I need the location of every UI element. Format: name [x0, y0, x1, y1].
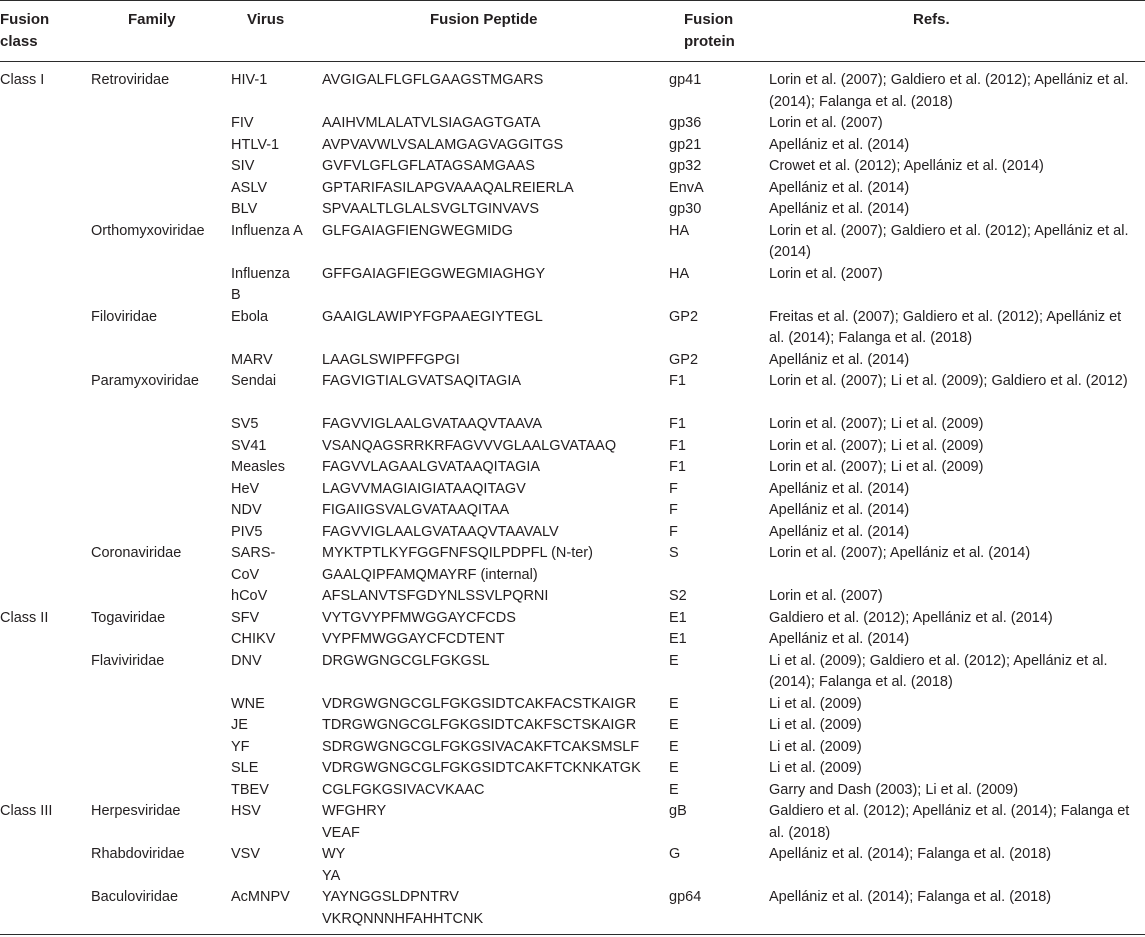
cell-fusion-peptide: FAGVVIGLAALGVATAAQVTAAVA: [322, 416, 542, 432]
cell-refs: Apellániz et al. (2014): [769, 480, 910, 497]
cell-family: Rhabdoviridae: [91, 846, 185, 862]
cell-fusion-protein: F: [669, 502, 678, 518]
cell-fusion-protein: E: [669, 652, 679, 669]
cell-virus: FIV: [231, 115, 254, 131]
cell-refs: Lorin et al. (2007): [769, 115, 883, 131]
cell-fusion-peptide: FAGVVLAGAALGVATAAQITAGIA: [322, 459, 541, 475]
cell-refs: Crowet et al. (2012); Apellániz et al. (2014): [769, 158, 1044, 174]
cell-virus: YF: [231, 738, 250, 755]
cell-fusion-protein: S: [669, 545, 679, 561]
cell-fusion-peptide: SDRGWGNGCGLFGKGSIVACAKFTCAKSMSLF: [322, 738, 640, 755]
cell-fusion-protein: F: [669, 523, 678, 540]
cell-refs: Apellániz et al. (2014); Falanga et al. (2018): [769, 889, 1052, 905]
cell-fusion-peptide: GAAIGLAWIPYFGPAAEGIYTEGL: [322, 308, 543, 325]
cell-virus: WNE: [231, 695, 265, 712]
cell-virus: hCoV: [231, 588, 268, 604]
cell-fusion-peptide: VYTGVYPFMWGGAYCFCDS: [322, 609, 516, 626]
cell-fusion-class: Class I: [0, 72, 45, 88]
cell-fusion-protein: E1: [669, 631, 687, 647]
cell-refs: Li et al. (2009); Galdiero et al. (2012); Apellániz et al. (2014); Falanga et al. (2018): [769, 652, 1108, 690]
header-fusion-peptide: Fusion Peptide: [430, 11, 538, 28]
header-fusion-class: Fusion class: [0, 11, 50, 50]
cell-virus: SV5: [231, 416, 259, 432]
cell-virus: TBEV: [231, 781, 269, 798]
cell-fusion-protein: S2: [669, 588, 687, 604]
cell-fusion-peptide: AFSLANVTSFGDYNLSSVLPQRNI: [322, 588, 549, 604]
cell-virus: ASLV: [231, 179, 268, 196]
cell-fusion-protein: F1: [669, 416, 686, 432]
cell-refs: Li et al. (2009): [769, 717, 862, 733]
cell-virus: CHIKV: [231, 631, 276, 647]
cell-virus: NDV: [231, 502, 262, 518]
cell-fusion-protein: HA: [669, 265, 690, 282]
cell-fusion-peptide: WFGHRY VEAF: [322, 803, 387, 841]
cell-refs: Lorin et al. (2007); Galdiero et al. (2012); Apellániz et al. (2014); Falanga et al. (2018): [769, 72, 1129, 110]
cell-fusion-protein: E: [669, 781, 679, 798]
cell-family: Flaviviridae: [91, 652, 165, 669]
cell-refs: Galdiero et al. (2012); Apellániz et al. (2014): [769, 609, 1053, 626]
cell-virus: HSV: [231, 803, 261, 819]
cell-virus: SFV: [231, 609, 260, 626]
cell-refs: Lorin et al. (2007); Li et al. (2009): [769, 437, 984, 454]
cell-fusion-protein: E: [669, 738, 679, 755]
cell-family: Paramyxoviridae: [91, 373, 199, 389]
cell-fusion-peptide: LAAGLSWIPFFGPGI: [322, 351, 460, 368]
header-refs: Refs.: [913, 11, 950, 28]
cell-family: Retroviridae: [91, 72, 170, 88]
cell-family: Filoviridae: [91, 308, 158, 325]
cell-fusion-protein: E1: [669, 609, 687, 626]
cell-family: Baculoviridae: [91, 889, 179, 905]
cell-fusion-peptide: VDRGWGNGCGLFGKGSIDTCAKFACSTKAIGR: [322, 695, 637, 712]
cell-fusion-protein: F1: [669, 373, 686, 389]
cell-virus: PIV5: [231, 523, 263, 540]
cell-fusion-peptide: GVFVLGFLGFLATAGSAMGAAS: [322, 158, 535, 174]
cell-virus: HTLV-1: [231, 136, 280, 153]
cell-virus: Sendai: [231, 373, 277, 389]
cell-refs: Li et al. (2009): [769, 760, 862, 776]
header-virus: Virus: [247, 11, 285, 28]
cell-refs: Apellániz et al. (2014): [769, 179, 910, 196]
cell-virus: SARS-CoV: [231, 545, 276, 583]
cell-fusion-peptide: MYKTPTLKYFGGFNFSQILPDPFL (N-ter) GAALQIPFAMQMAYRF (internal): [322, 545, 593, 583]
cell-virus: Influenza B: [231, 265, 290, 303]
cell-fusion-peptide: GPTARIFASILAPGVAAAQALREIERLA: [322, 179, 574, 196]
cell-virus: Measles: [231, 459, 285, 475]
cell-fusion-peptide: AVGIGALFLGFLGAAGSTMGARS: [322, 72, 544, 88]
cell-fusion-peptide: FAGVVIGLAALGVATAAQVTAAVALV: [322, 523, 559, 540]
cell-refs: Lorin et al. (2007); Li et al. (2009): [769, 416, 984, 432]
cell-virus: HIV-1: [231, 72, 268, 88]
cell-refs: Apellániz et al. (2014): [769, 631, 910, 647]
header-fusion-protein: Fusion protein: [684, 11, 735, 50]
cell-fusion-peptide: VDRGWGNGCGLFGKGSIDTCAKFTCKNKATGK: [322, 760, 641, 776]
header-rule: [0, 61, 1145, 62]
cell-fusion-peptide: FAGVIGTIALGVATSAQITAGIA: [322, 373, 522, 389]
cell-fusion-protein: gp30: [669, 201, 702, 217]
cell-refs: Garry and Dash (2003); Li et al. (2009): [769, 781, 1019, 798]
cell-fusion-class: Class II: [0, 609, 49, 626]
cell-fusion-protein: GP2: [669, 351, 699, 368]
cell-virus: VSV: [231, 846, 261, 862]
bottom-rule: [0, 934, 1145, 935]
cell-refs: Apellániz et al. (2014): [769, 136, 910, 153]
cell-fusion-protein: E: [669, 695, 679, 712]
cell-fusion-protein: F1: [669, 437, 686, 454]
cell-fusion-peptide: FIGAIIGSVALGVATAAQITAA: [322, 502, 510, 518]
cell-refs: Lorin et al. (2007); Galdiero et al. (2012); Apellániz et al. (2014): [769, 222, 1129, 260]
cell-fusion-peptide: VYPFMWGGAYCFCDTENT: [322, 631, 505, 647]
cell-fusion-peptide: GLFGAIAGFIENGWEGMIDG: [322, 222, 513, 239]
cell-virus: SIV: [231, 158, 255, 174]
cell-fusion-protein: E: [669, 717, 679, 733]
cell-fusion-peptide: VSANQAGSRRKRFAGVVVGLAALGVATAAQ: [322, 437, 617, 454]
cell-fusion-peptide: DRGWGNGCGLFGKGSL: [322, 652, 490, 669]
cell-virus: DNV: [231, 652, 262, 669]
cell-refs: Apellániz et al. (2014): [769, 201, 910, 217]
cell-fusion-protein: gp41: [669, 72, 702, 88]
cell-family: Coronaviridae: [91, 545, 182, 561]
cell-fusion-peptide: AVPVAVWLVSALAMGAGVAGGITGS: [322, 136, 564, 153]
cell-fusion-protein: gp21: [669, 136, 702, 153]
cell-refs: Li et al. (2009): [769, 738, 862, 755]
cell-fusion-peptide: LAGVVMAGIAIGIATAAQITAGV: [322, 480, 526, 497]
cell-fusion-protein: E: [669, 760, 679, 776]
cell-family: Herpesviridae: [91, 803, 181, 819]
cell-fusion-peptide: SPVAALTLGLALSVGLTGINVAVS: [322, 201, 540, 217]
cell-virus: SV41: [231, 437, 267, 454]
cell-fusion-protein: gB: [669, 803, 687, 819]
cell-refs: Apellániz et al. (2014): [769, 523, 910, 540]
cell-fusion-protein: G: [669, 846, 681, 862]
cell-family: Orthomyxoviridae: [91, 222, 205, 239]
header-family: Family: [128, 11, 176, 28]
cell-virus: MARV: [231, 351, 273, 368]
cell-fusion-peptide: AAIHVMLALATVLSIAGAGTGATA: [322, 115, 541, 131]
cell-virus: AcMNPV: [231, 889, 290, 905]
cell-virus: JE: [231, 717, 248, 733]
cell-fusion-class: Class III: [0, 803, 53, 819]
cell-refs: Lorin et al. (2007): [769, 588, 883, 604]
cell-fusion-protein: gp64: [669, 889, 702, 905]
cell-fusion-protein: GP2: [669, 308, 699, 325]
cell-fusion-protein: HA: [669, 222, 690, 239]
cell-virus: BLV: [231, 201, 258, 217]
cell-family: Togaviridae: [91, 609, 166, 626]
cell-fusion-protein: gp36: [669, 115, 702, 131]
cell-refs: Apellániz et al. (2014): [769, 351, 910, 368]
cell-refs: Apellániz et al. (2014); Falanga et al. (2018): [769, 846, 1052, 862]
cell-fusion-protein: F: [669, 480, 678, 497]
cell-refs: Galdiero et al. (2012); Apellániz et al. (2014); Falanga et al. (2018): [769, 803, 1130, 841]
cell-refs: Lorin et al. (2007): [769, 265, 883, 282]
cell-refs: Apellániz et al. (2014): [769, 502, 910, 518]
cell-refs: Freitas et al. (2007); Galdiero et al. (2012); Apellániz et al. (2014); Falanga et al. (2018): [769, 308, 1122, 346]
cell-virus: Influenza A: [231, 222, 303, 239]
cell-refs: Lorin et al. (2007); Apellániz et al. (2014): [769, 545, 1031, 561]
cell-fusion-peptide: CGLFGKGSIVACVKAAC: [322, 781, 485, 798]
cell-fusion-peptide: WY YA: [322, 846, 346, 884]
cell-virus: SLE: [231, 760, 259, 776]
cell-fusion-protein: F1: [669, 459, 686, 475]
cell-refs: Lorin et al. (2007); Li et al. (2009); Galdiero et al. (2012): [769, 373, 1128, 389]
cell-fusion-protein: gp32: [669, 158, 702, 174]
cell-fusion-peptide: TDRGWGNGCGLFGKGSIDTCAKFSCTSKAIGR: [322, 717, 637, 733]
cell-virus: HeV: [231, 480, 260, 497]
cell-refs: Li et al. (2009): [769, 695, 862, 712]
cell-refs: Lorin et al. (2007); Li et al. (2009): [769, 459, 984, 475]
top-rule: [0, 0, 1145, 1]
cell-fusion-protein: EnvA: [669, 179, 704, 196]
cell-fusion-peptide: YAYNGGSLDPNTRV VKRQNNNHFAHHTCNK: [322, 889, 484, 927]
cell-virus: Ebola: [231, 308, 269, 325]
cell-fusion-peptide: GFFGAIAGFIEGGWEGMIAGHGY: [322, 265, 546, 282]
